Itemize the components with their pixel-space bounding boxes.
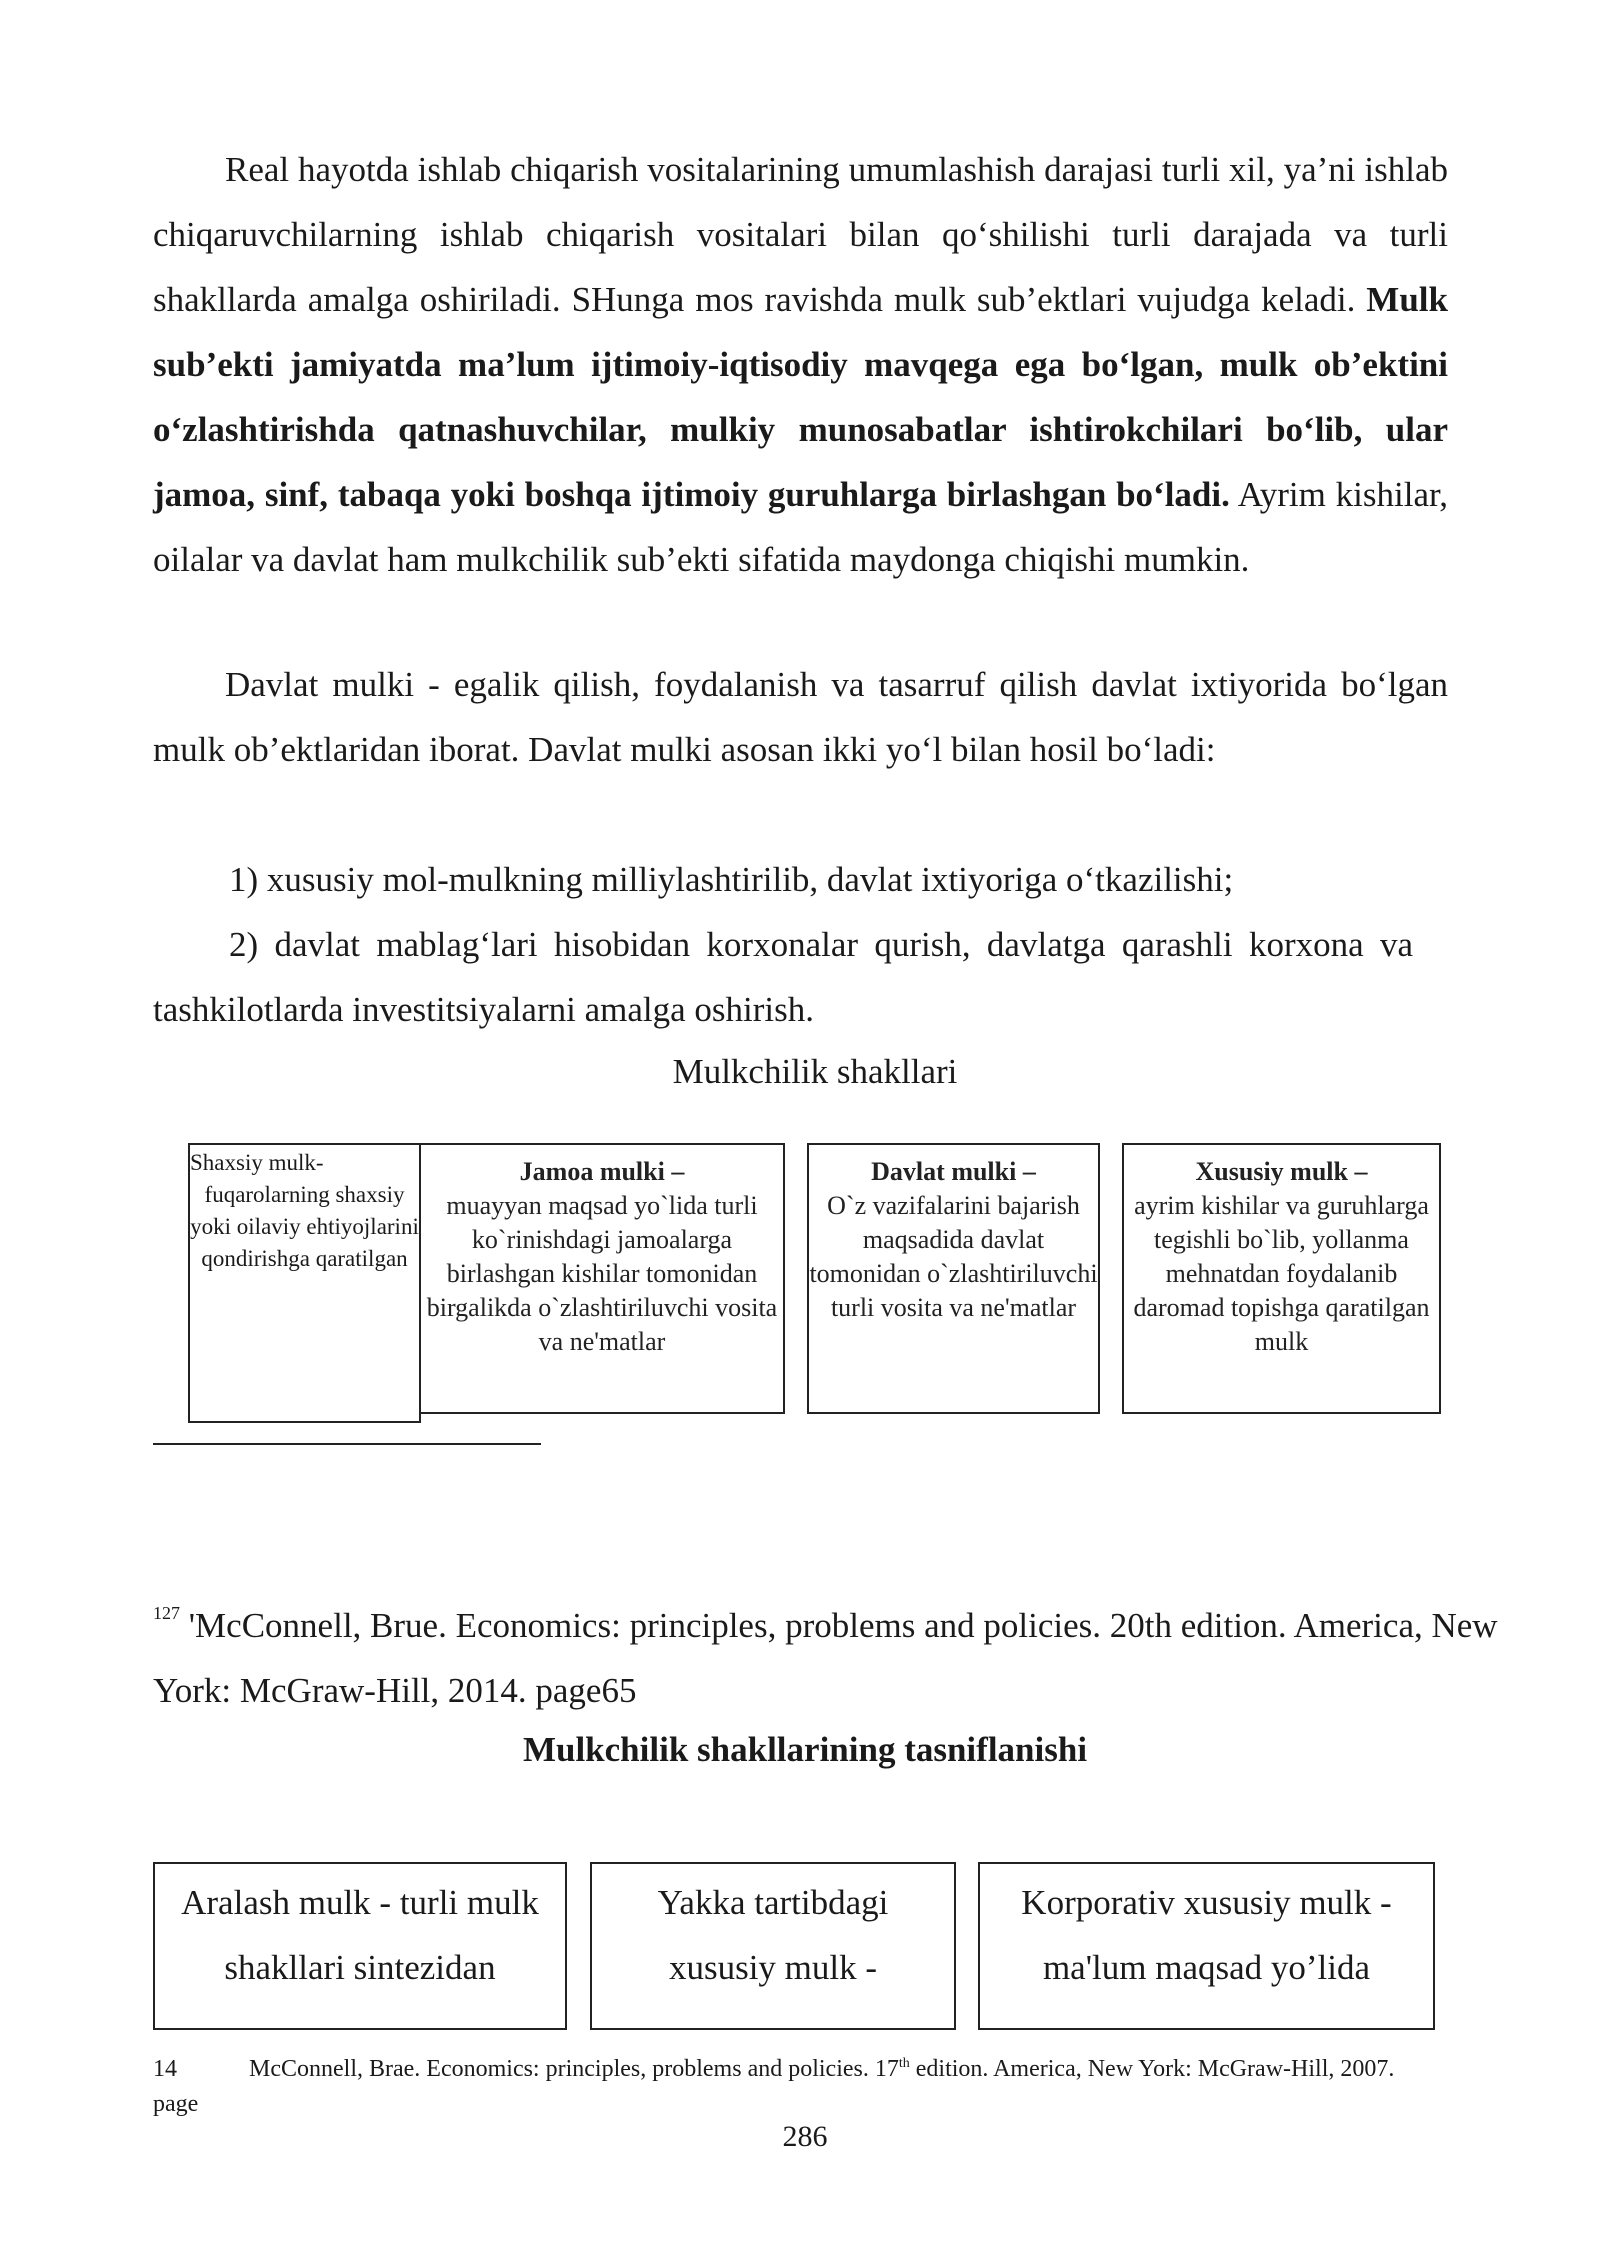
box-individual-private-property: Yakka tartibdagi xususiy mulk - — [590, 1862, 956, 2030]
state-property-paragraph: Davlat mulki - egalik qilish, foydalanish va tasarruf qilish davlat ixtiyorida bo‘lgan mulk ob’ektlaridan iborat. Davlat mulki asosan ikki yo‘l bilan hosil bo‘ladi: — [153, 665, 1448, 769]
intro-paragraph — [153, 137, 1448, 592]
footnote-separator — [153, 1443, 541, 1445]
box-private-property-body: ayrim kishilar va guruhlarga tegishli bo`lib, yollanma mehnatdan foydalanib daromad topishga qaratilgan mulk — [1133, 1191, 1430, 1356]
box-personal-property — [188, 1143, 421, 1423]
box-state-property-title: Davlat mulki – — [871, 1157, 1036, 1186]
box-mixed-property: Aralash mulk - turli mulk shakllari sintezidan — [153, 1862, 567, 2030]
box-state-property-body: O`z vazifalarini bajarish maqsadida davlat tomonidan o`zlashtiriluvchi turli vosita va ne'matlar — [809, 1191, 1098, 1322]
box-collective-property-title: Jamoa mulki – — [519, 1157, 685, 1186]
page-number: 286 — [782, 2120, 828, 2153]
footnote-14 — [153, 2046, 1433, 2122]
box-personal-property-body: fuqarolarning shaxsiy yoki oilaviy ehtiyojlarini qondirishga qaratilgan — [190, 1182, 419, 1271]
box-corporate-private-property: Korporativ xususiy mulk - ma'lum maqsad yo’lida — [978, 1862, 1435, 2030]
box-private-property — [1122, 1143, 1441, 1414]
footnote-127-text: 'McConnell, Brue. Economics: principles, problems and policies. 20th edition. America, New York: McGraw-Hill, 2014. page65 — [153, 1606, 1498, 1710]
box-personal-property-title: Shaxsiy mulk- — [190, 1150, 324, 1175]
footnote-14-text-after: edition. America, New York: McGraw-Hill, 2007. page — [153, 2056, 1395, 2117]
list-item-2: 2) davlat mablag‘lari hisobidan korxonalar qurish, davlatga qarashli korxona va tashkilotlarda investitsiyalarni amalga oshirish. — [153, 925, 1413, 1029]
box-collective-property-body: muayyan maqsad yo`lida turli ko`rinishdagi jamoalarga birlashgan kishilar tomonidan birgalikda o`zlashtiriluvchi vosita va ne'matlar — [426, 1191, 778, 1356]
footnote-127 — [153, 1581, 1553, 1723]
footnote-14-sup: th — [898, 2056, 910, 2071]
intro-text-end: Ayrim kishilar, oilalar va davlat ham mulkchilik sub’ekti sifatida maydonga chiqishi mumkin. — [153, 475, 1448, 579]
box-state-property — [807, 1143, 1100, 1414]
intro-text-start: Real hayotda ishlab chiqarish vositalarining umumlashish darajasi turli xil, ya’ni ishlab chiqaruvchilarning ishlab chiqarish vositalari bilan qo‘shilishi turli darajada va turli shakllarda amalga oshiriladi. SHunga mos ravishda mulk sub’ektlari vujudga keladi. — [153, 150, 1448, 319]
list-item-1: 1) xususiy mol-mulkning milliylashtirilib, davlat ixtiyoriga o‘tkazilishi; — [229, 860, 1234, 899]
footnote-14-text-before: McConnell, Brae. Economics: principles, problems and policies. 17 — [249, 2056, 899, 2082]
box-collective-property — [419, 1143, 785, 1414]
section-heading: Mulkchilik shakllarining tasniflanishi — [522, 1730, 1088, 1769]
footnote-127-number: 127 — [153, 1603, 180, 1623]
diagram1-caption: Mulkchilik shakllari — [672, 1052, 958, 1091]
box-private-property-title: Xususiy mulk – — [1195, 1157, 1368, 1186]
footnote-14-number: 14 — [153, 2056, 177, 2082]
intro-text-bold: Mulk sub’ekti jamiyatda ma’lum ijtimoiy-iqtisodiy mavqega ega bo‘lgan, mulk ob’ektini o‘zlashtirishda qatnashuvchilar, mulkiy munosabatlar ishtirokchilari bo‘lib, ular jamoa, sinf, tabaqa yoki boshqa ijtimoiy guruhlarga birlashgan bo‘ladi. — [153, 280, 1448, 514]
